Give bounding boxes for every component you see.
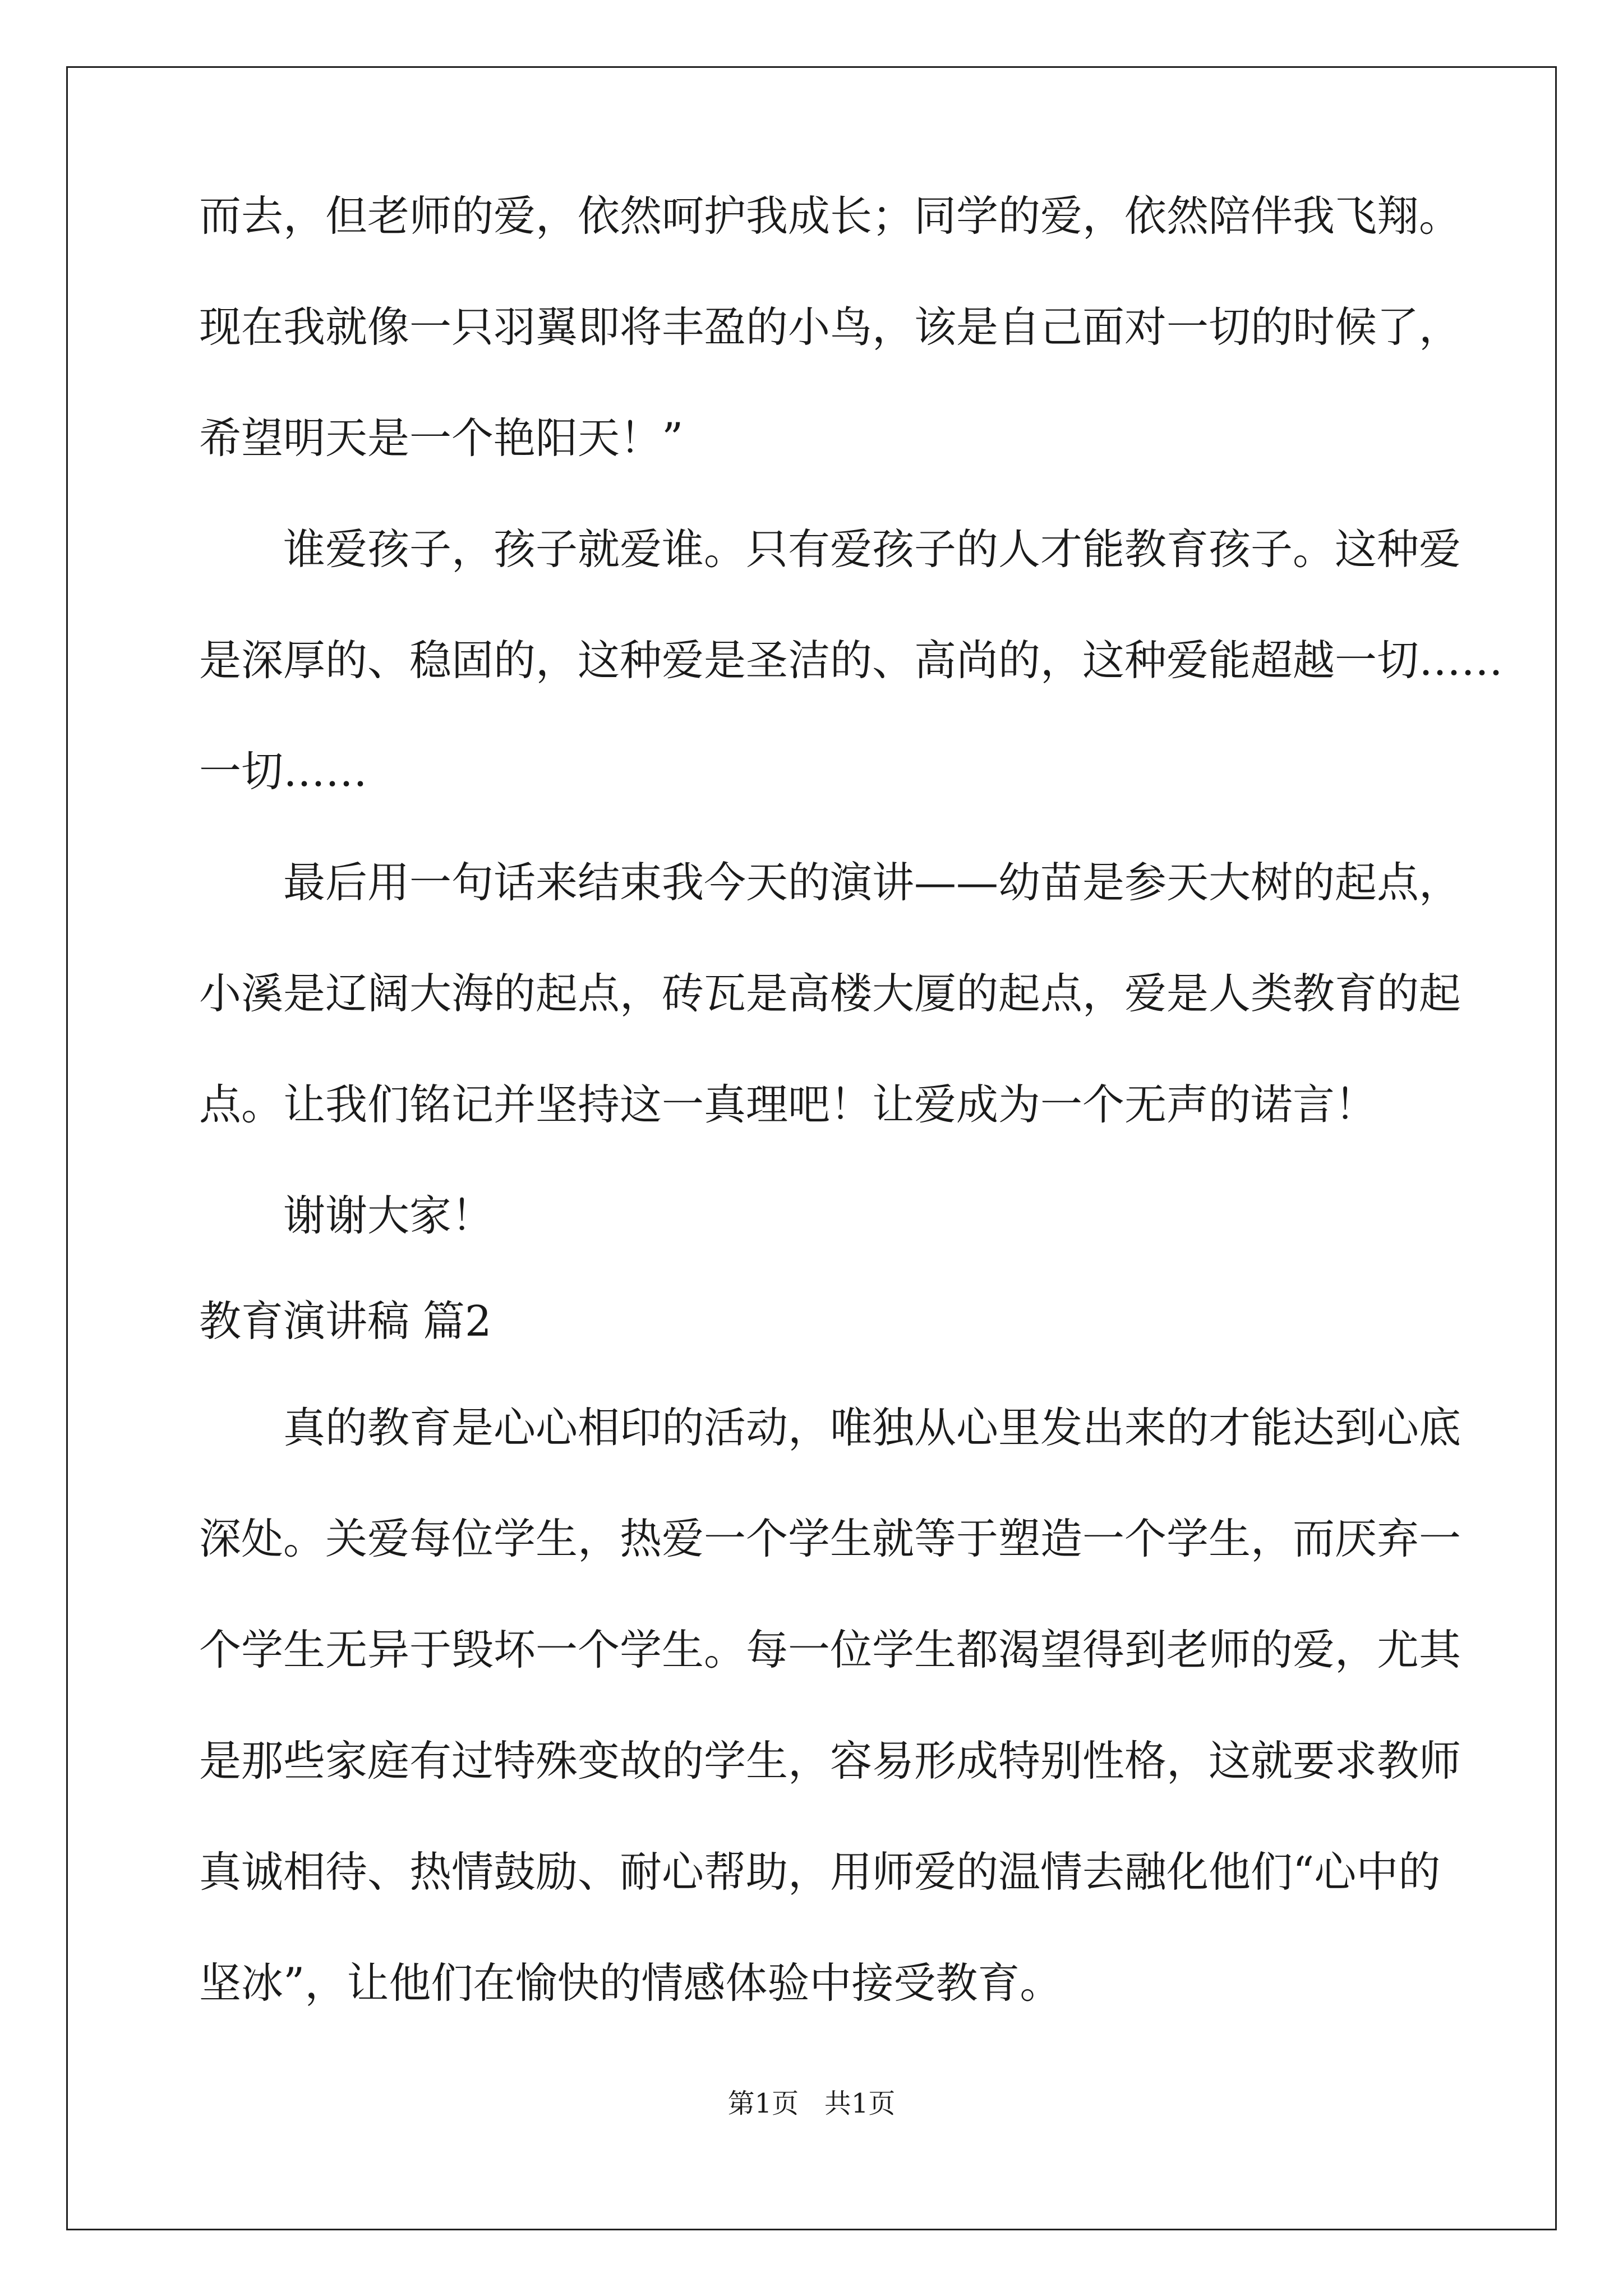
text-line: 小溪是辽阔大海的起点，砖瓦是高楼大厦的起点，爱是人类教育的起 (199, 969, 1461, 1018)
text-line: 谢谢大家！ (283, 1191, 494, 1240)
text-line: 深处。关爱每位学生，热爱一个学生就等于塑造一个学生，而厌弃一 (199, 1514, 1461, 1563)
text-line: 点。让我们铭记并坚持这一真理吧！让爱成为一个无声的诺言！ (199, 1080, 1377, 1129)
text-line: 而去，但老师的爱，依然呵护我成长；同学的爱，依然陪伴我飞翔。 (199, 191, 1461, 241)
text-line: 谁爱孩子，孩子就爱谁。只有爱孩子的人才能教育孩子。这种爱 (283, 524, 1461, 574)
text-line: 最后用一句话来结束我今天的演讲——幼苗是参天大树的起点， (283, 858, 1461, 907)
section-heading: 教育演讲稿 篇2 (199, 1296, 492, 1346)
page-footer: 第1页 共1页 (727, 2088, 896, 2119)
text-line: 希望明天是一个艳阳天！” (199, 413, 684, 463)
page-border (66, 66, 1557, 2230)
text-line: 现在我就像一只羽翼即将丰盈的小鸟，该是自己面对一切的时候了， (199, 302, 1461, 352)
text-line: 是深厚的、稳固的，这种爱是圣洁的、高尚的，这种爱能超越一切…… (199, 636, 1504, 685)
text-line: 是那些家庭有过特殊变故的学生，容易形成特别性格，这就要求教师 (199, 1736, 1461, 1786)
text-line: 坚冰”，让他们在愉快的情感体验中接受教育。 (199, 1958, 1062, 2008)
text-line: 真的教育是心心相印的活动，唯独从心里发出来的才能达到心底 (283, 1403, 1461, 1452)
text-line: 一切…… (199, 747, 368, 796)
text-line: 真诚相待、热情鼓励、耐心帮助，用师爱的温情去融化他们“心中的 (199, 1847, 1441, 1897)
text-line: 个学生无异于毁坏一个学生。每一位学生都渴望得到老师的爱，尤其 (199, 1625, 1461, 1674)
